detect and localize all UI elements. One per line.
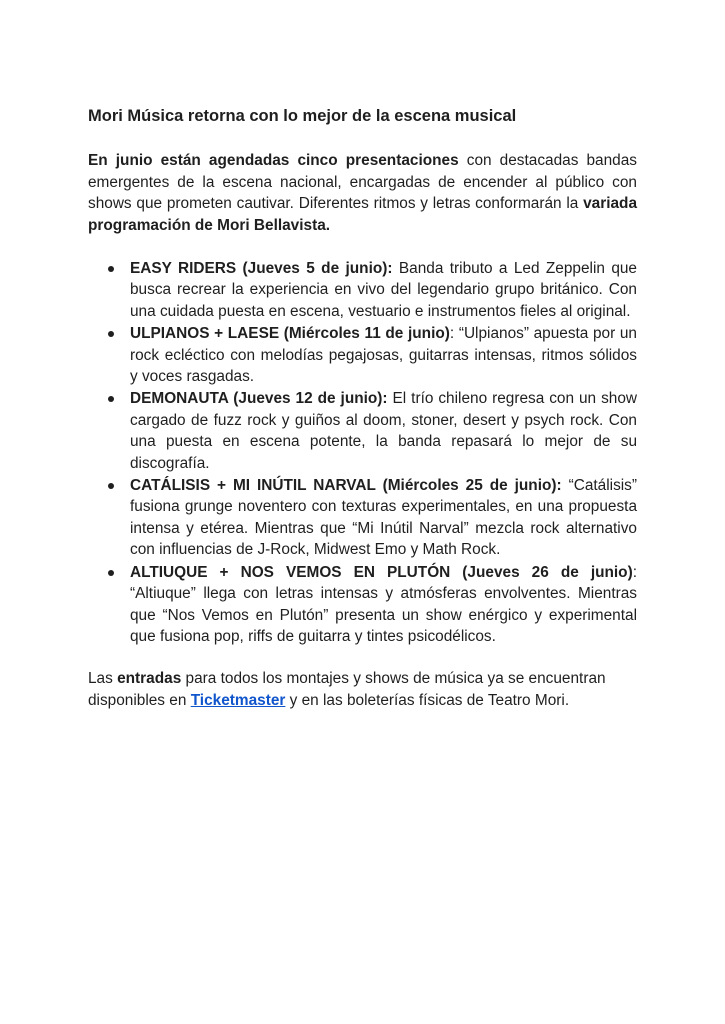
event-separator: :	[632, 563, 637, 581]
events-list	[88, 258, 637, 647]
outro-text-middle: para todos los montajes y shows de música ya se encuentran disponibles en	[88, 670, 606, 709]
event-description: “Catálisis” fusiona grunge noventero con texturas experimentales, en una propuesta intensa y etérea. Mientras que “Mi Inútil Narval” mezcla rock alternativo con influencias de J-Rock, Midwest Emo y Math Rock.	[130, 477, 638, 559]
event-heading: CATÁLISIS + MI INÚTIL NARVAL (Miércoles 25 de junio):	[130, 477, 562, 495]
outro-text-start: Las	[88, 670, 118, 688]
outro-bold: entradas	[117, 670, 182, 688]
outro-text-end: y en las boleterías físicas de Teatro Mori.	[285, 691, 570, 709]
bullet-icon	[108, 266, 114, 272]
event-heading: ALTIUQUE + NOS VEMOS EN PLUTÓN (Jueves 26 de junio)	[130, 563, 633, 581]
event-description: El trío chileno regresa con un show cargado de fuzz rock y guiños al doom, stoner, desert y psych rock. Con una puesta en escena potente, la banda repasará lo mejor de su discografía.	[130, 390, 638, 472]
list-item	[88, 475, 637, 561]
bullet-icon	[108, 396, 114, 402]
list-item	[88, 258, 637, 322]
event-heading: EASY RIDERS (Jueves 5 de junio):	[130, 260, 393, 277]
outro-paragraph	[88, 668, 637, 711]
document-page	[88, 104, 637, 711]
event-heading: DEMONAUTA (Jueves 12 de junio):	[130, 390, 388, 408]
event-separator: :	[449, 325, 459, 343]
intro-bold-tail: variada programación de Mori Bellavista.	[88, 195, 637, 234]
event-description: Banda tributo a Led Zeppelin que busca recrear la experiencia en vivo del legendario grupo británico. Con una cuidada puesta en escena, vestuario e instrumentos fieles al original.	[130, 260, 637, 320]
ticketmaster-link[interactable]: Ticketmaster	[190, 691, 286, 709]
event-description: “Ulpianos” apuesta por un rock ecléctico con melodías pegajosas, guitarras intensas, ritmos sólidos y voces rasgadas.	[130, 325, 637, 386]
event-heading: ULPIANOS + LAESE (Miércoles 11 de junio)	[130, 325, 450, 343]
bullet-icon	[108, 331, 114, 337]
bullet-icon	[108, 483, 114, 489]
event-separator	[562, 477, 569, 494]
event-description: “Altiuque” llega con letras intensas y atmósferas envolventes. Mientras que “Nos Vemos en Plutón” presenta un show enérgico y experimental que fusiona pop, riffs de guitarra y tintes psicodélicos.	[130, 585, 637, 645]
intro-bold-lead: En junio están agendadas cinco presentaciones	[88, 152, 459, 169]
intro-text: con destacadas bandas emergentes de la escena nacional, encargadas de encender al público con shows que prometen cautivar. Diferentes ritmos y letras conformarán la	[88, 152, 637, 212]
bullet-icon	[108, 570, 114, 576]
list-item	[88, 323, 637, 387]
list-item	[88, 562, 637, 648]
list-item	[88, 388, 637, 474]
page-title: Mori Música retorna con lo mejor de la escena musical	[88, 107, 517, 125]
intro-paragraph	[88, 150, 637, 236]
